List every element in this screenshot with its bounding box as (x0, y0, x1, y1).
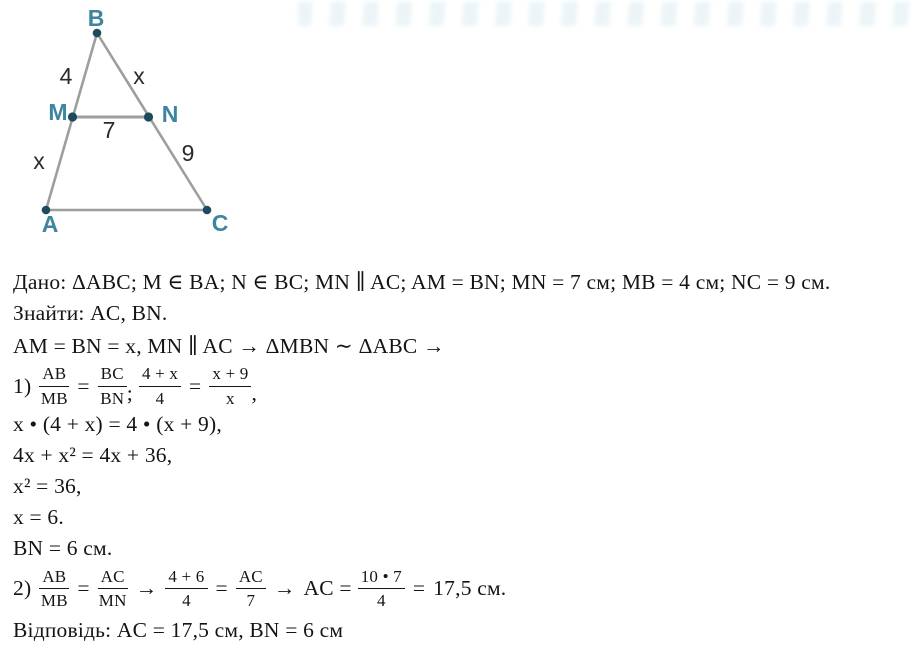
arrow-icon: → (135, 576, 158, 600)
quadratic-text: 4x + x² = 4x + 36, (13, 443, 173, 467)
vertex-label-a: A (41, 211, 59, 237)
expand-line (13, 409, 913, 440)
point-m (68, 112, 77, 121)
fraction-numerator: AB (39, 364, 69, 386)
measure-label-bn: x (133, 63, 145, 89)
bn-result-line (13, 533, 913, 564)
fraction-ac-mn (98, 567, 128, 610)
similarity-text: AM = BN = x, MN ∥ AC → ΔMBN ∼ ΔABC → (13, 334, 445, 358)
fraction-ab-mb (39, 567, 69, 610)
vertex-label-m: M (48, 99, 68, 125)
ac-result-text: 17,5 см. (433, 576, 507, 600)
quadratic-line (13, 440, 913, 471)
comma: , (251, 381, 258, 405)
equals-sign: = (189, 373, 202, 398)
faint-watermark-band (298, 2, 918, 26)
point-c (203, 206, 212, 215)
fraction-10x7-4 (358, 567, 405, 610)
answer-line (13, 613, 913, 647)
measure-label-mn: 7 (102, 117, 116, 143)
given-text: Дано: ΔABC; M ∈ BA; N ∈ BC; MN ∥ AC; AM = BN; MN = 7 см; MB = 4 см; NC = 9 см. (13, 270, 831, 294)
fraction-numerator: x + 9 (209, 364, 251, 386)
measure-label-mb: 4 (59, 63, 73, 89)
fraction-ab-mb (39, 364, 69, 407)
expand-text: x • (4 + x) = 4 • (x + 9), (13, 412, 222, 436)
fraction-numerator: AC (236, 567, 266, 589)
arrow-icon: → (273, 576, 296, 600)
fraction-denominator: 4 (182, 591, 191, 610)
ac-equals-text: AC = (303, 576, 352, 600)
fraction-numerator: 4 + 6 (165, 567, 207, 589)
vertex-label-c: C (211, 210, 229, 236)
fraction-denominator: BN (100, 388, 125, 408)
step2-label: 2) (13, 576, 32, 600)
bn-result-text: BN = 6 см. (13, 536, 113, 560)
triangle-diagram (0, 0, 260, 245)
fraction-numerator: AC (98, 567, 128, 589)
step1-line (13, 363, 913, 409)
fraction-denominator: 7 (246, 591, 256, 610)
answer-text: Відповідь: AC = 17,5 см, BN = 6 см (13, 618, 344, 642)
equals-sign: = (77, 373, 90, 398)
fraction-xp9-x (209, 364, 251, 407)
similarity-line (13, 329, 913, 363)
step2-line (13, 564, 913, 613)
root-text: x = 6. (13, 505, 64, 529)
equals-sign: = (215, 576, 228, 600)
fraction-4p6-4 (165, 567, 207, 610)
fraction-denominator: x (226, 388, 235, 408)
vertex-label-n: N (161, 101, 179, 127)
fraction-numerator: BC (98, 364, 127, 386)
find-line (13, 298, 913, 329)
step1-label: 1) (13, 373, 32, 398)
root-line (13, 502, 913, 533)
vertex-label-b: B (87, 5, 105, 31)
squared-line (13, 471, 913, 502)
fraction-denominator: 4 (376, 591, 386, 610)
fraction-denominator: MB (40, 591, 68, 610)
fraction-ac-7 (236, 567, 266, 610)
point-n (144, 112, 153, 121)
fraction-denominator: MN (98, 591, 127, 610)
fraction-denominator: 4 (155, 388, 165, 408)
squared-text: x² = 36, (13, 474, 82, 498)
fraction-numerator: 4 + x (139, 364, 181, 386)
measure-label-am: x (33, 148, 45, 174)
semicolon: ; (126, 381, 133, 405)
equals-sign: = (77, 576, 90, 600)
fraction-numerator: AB (39, 567, 69, 589)
fraction-bc-bn (98, 364, 127, 407)
measure-label-nc: 9 (181, 140, 195, 166)
given-line (13, 267, 913, 298)
fraction-denominator: MB (40, 388, 68, 408)
equals-sign: = (412, 576, 426, 600)
fraction-4px-4 (139, 364, 181, 407)
solution-block (13, 267, 913, 647)
find-text: Знайти: AC, BN. (13, 301, 168, 325)
fraction-numerator: 10 • 7 (358, 567, 405, 589)
